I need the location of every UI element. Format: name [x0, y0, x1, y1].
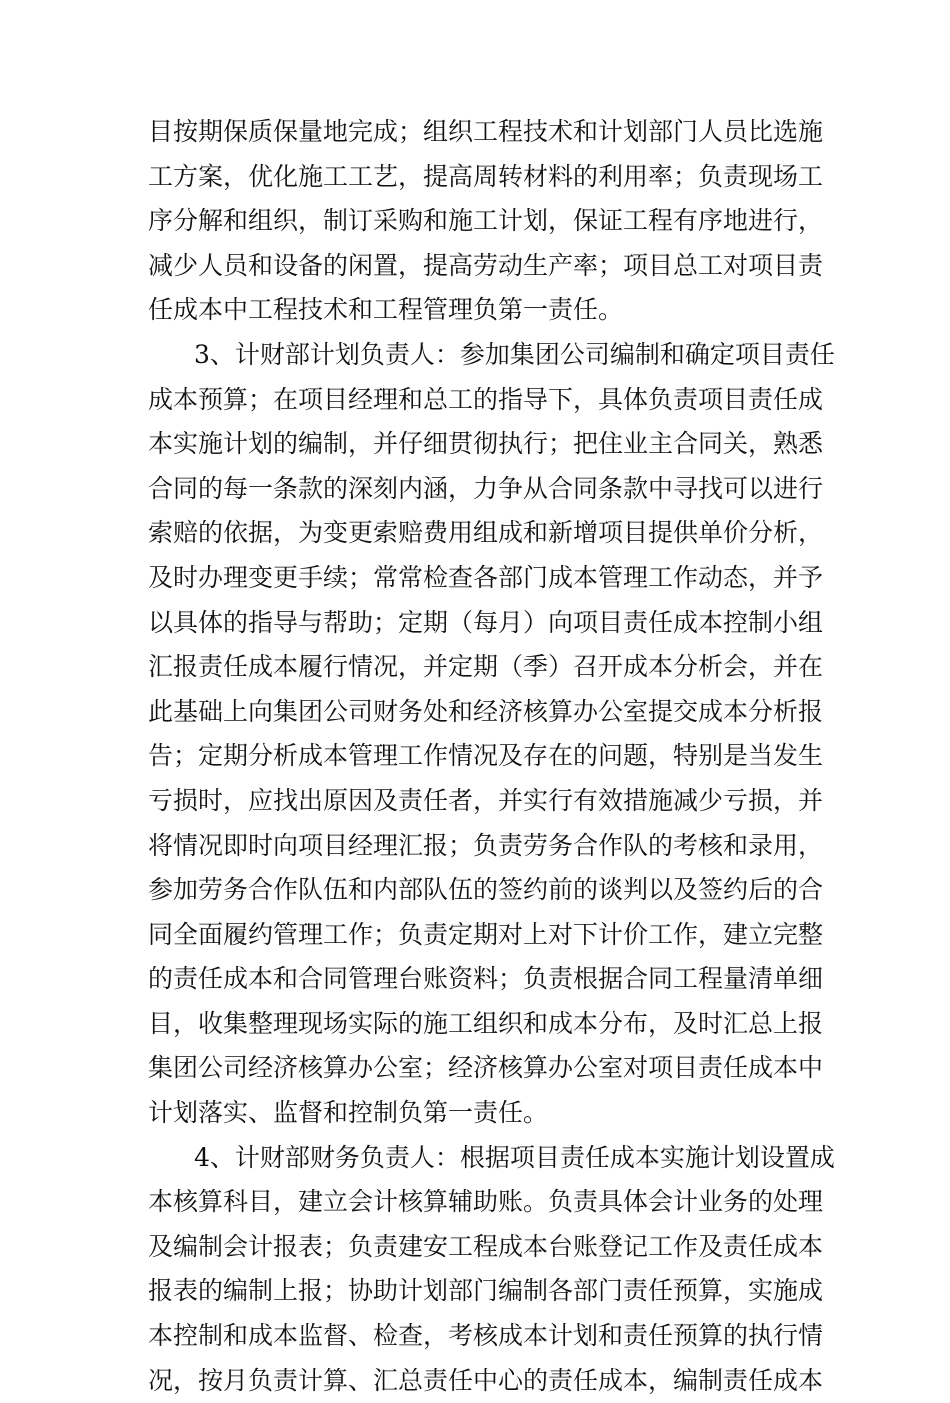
text-line: 此基础上向集团公司财务处和经济核算办公室提交成本分析报 [148, 696, 824, 726]
paragraph-heading-line: 3、计财部计划负责人：参加集团公司编制和确定项目责任 [194, 339, 835, 369]
text-line: 本核算科目，建立会计核算辅助账。负责具体会计业务的处理 [148, 1187, 824, 1217]
text-line: 目，收集整理现场实际的施工组织和成本分布，及时汇总上报 [148, 1008, 824, 1038]
text-line: 及编制会计报表；负责建安工程成本台账登记工作及责任成本 [148, 1231, 824, 1261]
text-line: 任成本中工程技术和工程管理负第一责任。 [148, 295, 624, 325]
text-line: 成本预算；在项目经理和总工的指导下，具体负责项目责任成 [148, 384, 824, 414]
text-line: 及时办理变更手续；常常检查各部门成本管理工作动态，并予 [148, 562, 824, 592]
text-line: 以具体的指导与帮助；定期（每月）向项目责任成本控制小组 [148, 607, 824, 637]
text-line: 同全面履约管理工作；负责定期对上对下计价工作，建立完整 [148, 919, 824, 949]
text-line: 报表的编制上报；协助计划部门编制各部门责任预算，实施成 [148, 1276, 824, 1306]
text-line: 况，按月负责计算、汇总责任中心的责任成本，编制责任成本 [148, 1365, 824, 1395]
text-line: 工方案，优化施工工艺，提高周转材料的利用率；负责现场工 [148, 161, 824, 191]
text-line: 参加劳务合作队伍和内部队伍的签约前的谈判以及签约后的合 [148, 875, 824, 905]
text-line: 告；定期分析成本管理工作情况及存在的问题，特别是当发生 [148, 741, 824, 771]
text-line: 计划落实、监督和控制负第一责任。 [148, 1098, 549, 1128]
document-body [148, 110, 835, 1403]
text-line: 集团公司经济核算办公室；经济核算办公室对项目责任成本中 [148, 1053, 824, 1083]
text-line: 亏损时，应找出原因及责任者，并实行有效措施减少亏损，并 [148, 785, 824, 815]
text-line: 减少人员和设备的闲置，提高劳动生产率；项目总工对项目责 [148, 250, 824, 280]
text-line: 汇报责任成本履行情况，并定期（季）召开成本分析会，并在 [148, 652, 824, 682]
paragraph-heading-line: 4、计财部财务负责人：根据项目责任成本实施计划设置成 [194, 1142, 835, 1172]
text-line: 索赔的依据，为变更索赔费用组成和新增项目提供单价分析， [148, 518, 824, 548]
text-line: 合同的每一条款的深刻内涵，力争从合同条款中寻找可以进行 [148, 473, 824, 503]
text-line: 目按期保质保量地完成；组织工程技术和计划部门人员比选施 [148, 117, 824, 146]
text-line: 本实施计划的编制，并仔细贯彻执行；把住业主合同关，熟悉 [148, 429, 824, 459]
text-line: 将情况即时向项目经理汇报；负责劳务合作队的考核和录用， [148, 830, 824, 860]
text-line: 本控制和成本监督、检查，考核成本计划和责任预算的执行情 [148, 1321, 824, 1351]
text-line: 的责任成本和合同管理台账资料；负责根据合同工程量清单细 [148, 964, 824, 994]
text-line: 序分解和组织，制订采购和施工计划，保证工程有序地进行， [148, 206, 824, 236]
